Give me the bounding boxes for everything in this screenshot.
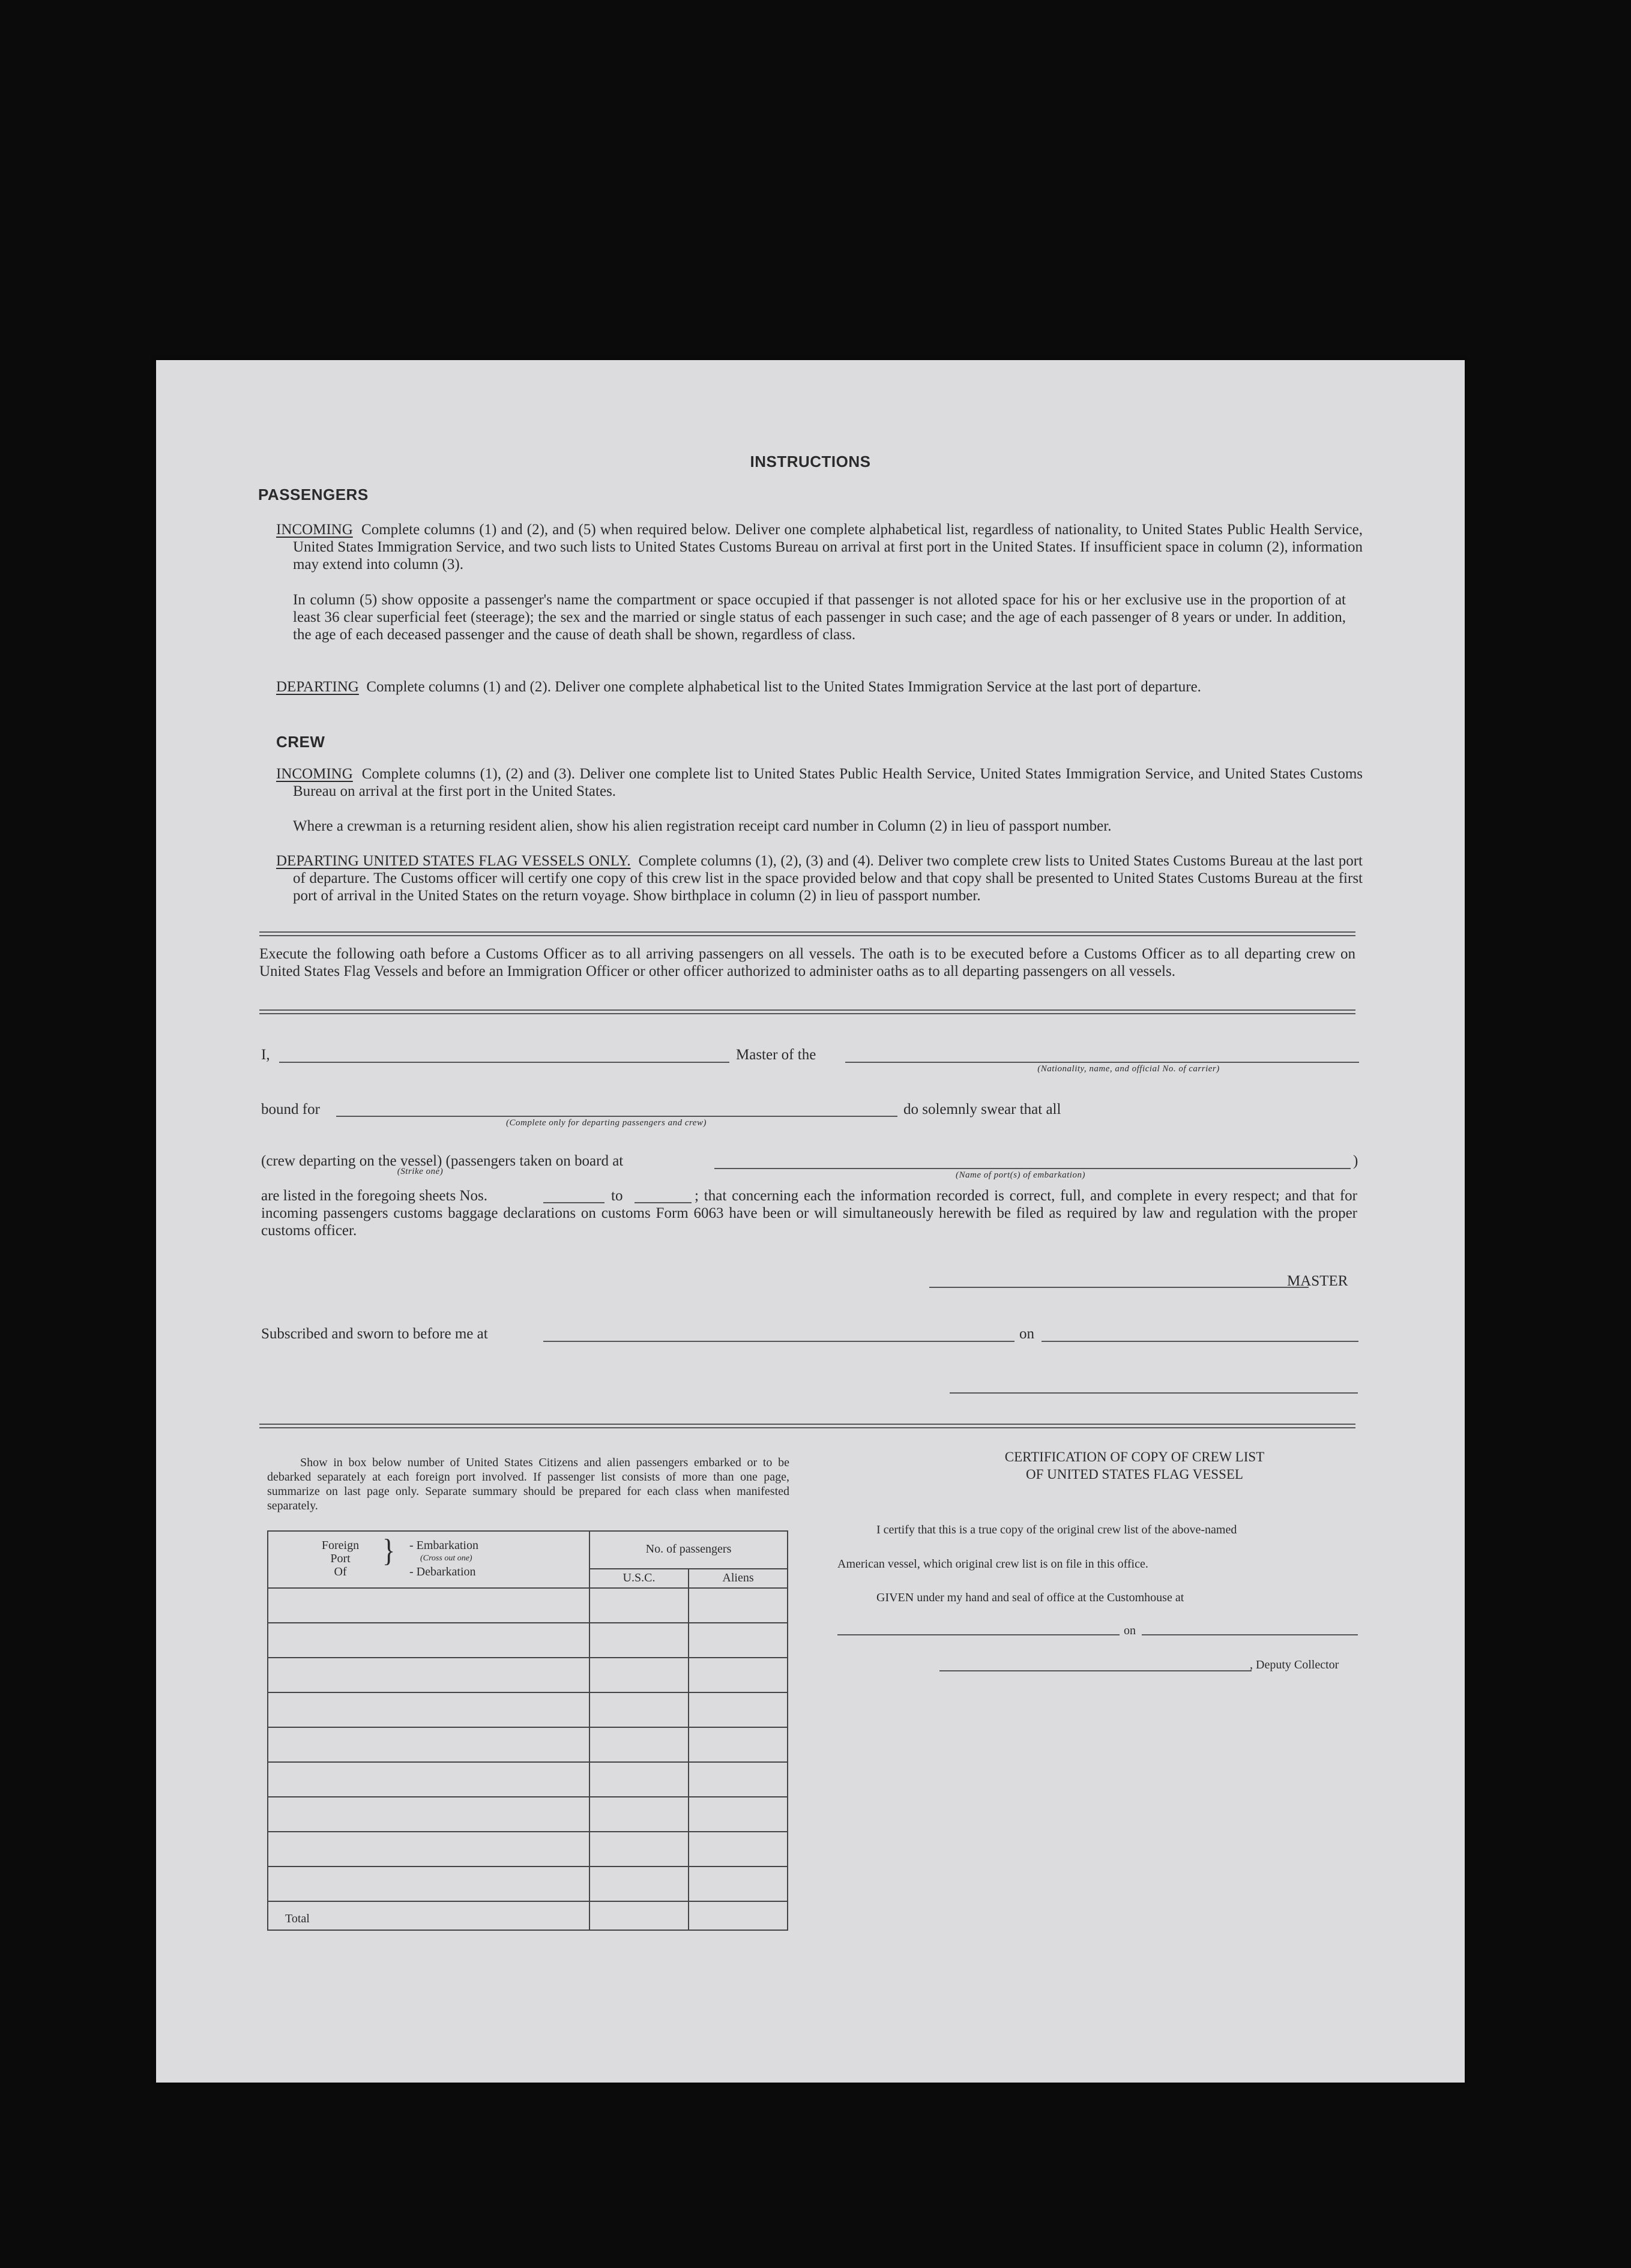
carrier-field[interactable] <box>845 1062 1359 1063</box>
debarkation-option[interactable]: - Debarkation <box>409 1565 476 1578</box>
table-row[interactable] <box>268 1727 788 1762</box>
no-of-passengers-label: No. of passengers <box>645 1542 732 1556</box>
crew-passengers-text: (crew departing on the vessel) (passengers taken on board at <box>261 1153 624 1169</box>
oath-i-label: I, <box>261 1047 270 1063</box>
crew-heading: CREW <box>276 733 325 751</box>
aliens-column-header: Aliens <box>722 1571 754 1584</box>
master-signature-field[interactable] <box>929 1287 1309 1288</box>
certification-line-1: I certify that this is a true copy of the original crew list of the above-named <box>876 1523 1237 1536</box>
section-divider <box>259 1424 1355 1428</box>
passengers-departing-label: DEPARTING <box>276 679 359 695</box>
summary-note: Show in box below number of United States Citizens and alien passengers embarked or to be debarked separately at each foreign port involved. If passenger list consists of more than one page, summarize on last page only. Separate summary should be prepared for each class when manifested separately. <box>267 1456 789 1512</box>
passengers-heading: PASSENGERS <box>258 486 369 504</box>
passengers-departing-paragraph <box>276 678 1363 696</box>
cross-out-note: (Cross out one) <box>420 1554 472 1563</box>
oath-intro: Execute the following oath before a Customs Officer as to all arriving passengers on all vessels. The oath is to be executed before a Customs Officer as to all departing crew on United States Flag Vessels and before an Immigration Officer or other officer authorized to administer oaths as to all departing passengers on all vessels. <box>259 946 1355 979</box>
table-row[interactable] <box>268 1866 788 1901</box>
deputy-signature-field[interactable] <box>939 1670 1252 1671</box>
carrier-note: (Nationality, name, and official No. of carrier) <box>1037 1064 1220 1074</box>
embarkation-port-field[interactable] <box>714 1168 1351 1169</box>
section-divider <box>259 931 1355 936</box>
section-divider <box>259 1009 1355 1014</box>
crew-incoming-text: Complete columns (1), (2) and (3). Deliver one complete list to United States Public Health Service, United States Immigration Service, and United States Customs Bureau on arrival at the first port in the United States. <box>293 766 1363 799</box>
bound-for-label: bound for <box>261 1101 320 1117</box>
certification-date-field[interactable] <box>1142 1634 1358 1635</box>
crew-departing-text: Complete columns (1), (2), (3) and (4). Deliver two complete crew lists to United States Customs Bureau at the last port of departure. The Customs officer will certify one copy of this crew list in the space provided below and that copy shall be presented to United States Customs Bureau at the first port of arrival in the United States on the return voyage. Show birthplace in column (2) in lieu of passport number. <box>293 853 1363 904</box>
table-row[interactable] <box>268 1658 788 1692</box>
customhouse-field[interactable] <box>837 1634 1120 1635</box>
table-row[interactable] <box>268 1797 788 1832</box>
table-row[interactable] <box>268 1692 788 1727</box>
master-of-the-label: Master of the <box>736 1047 816 1063</box>
foreign-label: Foreign <box>321 1539 360 1552</box>
table-row[interactable] <box>268 1588 788 1623</box>
total-label: Total <box>268 1901 589 1930</box>
passengers-incoming-label: INCOMING <box>276 522 353 538</box>
certification-heading-2: OF UNITED STATES FLAG VESSEL <box>1026 1467 1243 1482</box>
certification-heading-1: CERTIFICATION OF COPY OF CREW LIST <box>1004 1449 1265 1464</box>
form-page <box>156 360 1465 2083</box>
ports-summary-table <box>267 1530 788 1931</box>
subscribed-label: Subscribed and sworn to before me at <box>261 1326 488 1342</box>
table-row[interactable] <box>268 1623 788 1658</box>
subscribed-place-field[interactable] <box>543 1341 1014 1342</box>
embarkation-option[interactable]: - Embarkation <box>409 1539 478 1552</box>
sheets-text-b: ; that concerning each the information recorded is correct, full, and complete in every respect; and that for incoming passengers customs baggage declarations on customs Form 6063 have been or will simultaneously herewith be filed as required by law and regulation with the proper customs officer. <box>261 1188 1357 1239</box>
crew-incoming-paragraph <box>276 765 1363 800</box>
table-row[interactable] <box>268 1762 788 1797</box>
port-header-cell <box>268 1531 589 1588</box>
passengers-departing-text: Complete columns (1) and (2). Deliver one complete alphabetical list to the United States Immigration Service at the last port of departure. <box>366 679 1201 695</box>
crew-departing-paragraph <box>276 852 1363 904</box>
brace-icon: } <box>382 1533 396 1568</box>
crew-departing-label: DEPARTING UNITED STATES FLAG VESSELS ONLY. <box>276 853 631 869</box>
bound-for-field[interactable] <box>336 1116 897 1117</box>
port-note: (Name of port(s) of embarkation) <box>956 1170 1085 1180</box>
strike-note: (Strike one) <box>397 1167 444 1176</box>
port-label: Port <box>330 1552 351 1565</box>
close-paren: ) <box>1353 1153 1358 1169</box>
passengers-incoming-paragraph <box>276 521 1363 573</box>
passengers-incoming-text: Complete columns (1) and (2), and (5) when required below. Deliver one complete alphabetical list, regardless of nationality, to United States Public Health Service, United States Immigration Service, and two such lists to United States Customs Bureau on arrival at first port in the United States. If insufficient space in column (2), information may extend into column (3). <box>293 522 1363 573</box>
crew-incoming-label: INCOMING <box>276 766 353 782</box>
master-signature-label: MASTER <box>1287 1273 1348 1289</box>
sheets-to-label: to <box>611 1188 623 1204</box>
swear-text: do solemnly swear that all <box>903 1101 1061 1117</box>
of-label: Of <box>334 1565 347 1578</box>
usc-column-header: U.S.C. <box>590 1569 689 1587</box>
page-title: INSTRUCTIONS <box>750 453 871 471</box>
crew-resident-paragraph: Where a crewman is a returning resident alien, show his alien registration receipt card number in Column (2) in lieu of passport number. <box>293 818 1112 834</box>
bound-for-note: (Complete only for departing passengers and crew) <box>506 1118 707 1128</box>
subscribed-date-field[interactable] <box>1042 1341 1358 1342</box>
master-name-field[interactable] <box>279 1062 729 1063</box>
deputy-collector-label: , Deputy Collector <box>1250 1658 1339 1671</box>
certification-line-2: American vessel, which original crew list is on file in this office. <box>837 1557 1148 1571</box>
certification-on-label: on <box>1124 1624 1136 1637</box>
total-row[interactable] <box>268 1901 788 1930</box>
sheets-text-a: are listed in the foregoing sheets Nos. <box>261 1188 487 1204</box>
table-row[interactable] <box>268 1832 788 1866</box>
subscribed-on-label: on <box>1019 1326 1034 1342</box>
officer-signature-field[interactable] <box>950 1392 1358 1394</box>
certification-line-3: GIVEN under my hand and seal of office at the Customhouse at <box>876 1591 1184 1604</box>
no-of-passengers-header <box>589 1531 788 1588</box>
passengers-column5-paragraph: In column (5) show opposite a passenger's name the compartment or space occupied if that passenger is not alloted space for his or her exclusive use in the proportion of at least 36 clear superficial feet (steerage); the sex and the married or single status of each passenger in such case; and the age of each passenger of 8 years or under. In addition, the age of each deceased passenger and the cause of death shall be shown, regardless of class. <box>293 592 1346 643</box>
